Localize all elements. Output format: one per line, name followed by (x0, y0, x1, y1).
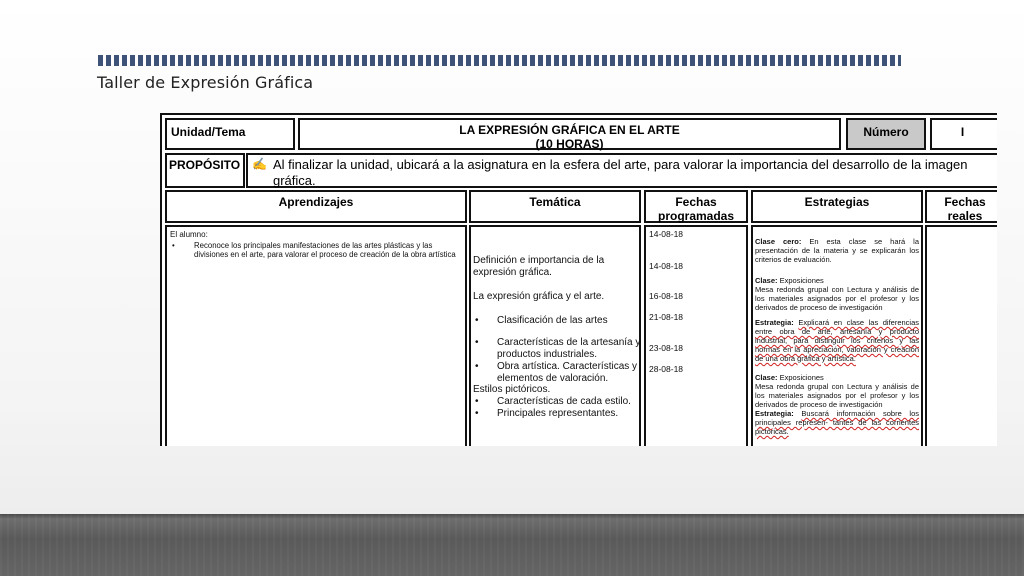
tematica-p3: Estilos pictóricos. (473, 384, 551, 395)
tematica-li1-text: Clasificación de las artes (497, 315, 608, 326)
estrategia-b4-label: Clase: (755, 373, 778, 382)
estrategia-block-1 (755, 237, 919, 264)
proposito-text-cell (246, 153, 997, 188)
estrategia-b5-label: Estrategia: (755, 409, 794, 418)
bullet: • (475, 408, 479, 419)
estrategia-b1-label: Clase cero: (755, 237, 802, 246)
estrategia-b5-text: Buscará información sobre los principales represen- tantes de las corrientes pictóricas. (755, 409, 919, 436)
aprendizajes-item (167, 240, 465, 261)
tematica-li4 (473, 396, 641, 408)
floor-background (0, 514, 1024, 576)
numero-label: Número (863, 125, 909, 139)
fecha-6: 28-08-18 (649, 364, 684, 374)
estrategia-b3-text: Explicará en clase las diferencias entre obra de arte, artesanía y producto industrial, para distinguir los criterios y las normas en la apreciación, valoración y creación de una obra gráfica y artística. (755, 318, 920, 363)
tematica-li4-text: Características de cada estilo. (497, 396, 631, 407)
tematica-li1 (473, 315, 639, 327)
tematica-li5 (473, 408, 639, 420)
estrategia-block-2 (755, 276, 919, 312)
decorative-stripe (98, 55, 901, 66)
tematica-li3-text: Obra artística. Características y elementos de valoración. (497, 361, 638, 384)
header-fechas-reales-line2: reales (947, 209, 983, 223)
tematica-li3 (473, 361, 639, 384)
fecha-4: 21-08-18 (649, 312, 684, 322)
header-tematica: Temática (529, 195, 581, 209)
fecha-5: 23-08-18 (649, 343, 684, 353)
header-fechas-reales-cell (925, 190, 997, 223)
numero-value-cell (930, 118, 997, 150)
proposito-text: Al finalizar la unidad, ubicará a la asignatura en la esfera del arte, para valorar la importancia del desarrollo de la imagen gráfica. (273, 157, 968, 188)
estrategia-b2-label: Clase: (755, 276, 778, 285)
unit-title-cell (298, 118, 841, 150)
numero-label-cell (846, 118, 926, 150)
header-estrategias: Estrategias (804, 195, 870, 209)
header-fechas-reales-line1: Fechas (944, 195, 986, 209)
header-estrategias-cell (751, 190, 923, 223)
fechas-reales-cell (925, 225, 997, 446)
tematica-p2: La expresión gráfica y el arte. (473, 291, 605, 302)
estrategia-b3-label: Estrategia: (755, 318, 794, 327)
header-aprendizajes-cell (165, 190, 467, 223)
aprendizajes-intro: El alumno: (170, 230, 208, 239)
estrategia-b2-text1: Exposiciones (777, 276, 824, 285)
header-tematica-cell (469, 190, 641, 223)
estrategia-b4-text2: Mesa redonda grupal con Lectura y análisis de los materiales asignados por el profesor y los derivados de proceso de investigación (755, 382, 919, 409)
unidad-label-cell (165, 118, 295, 150)
unidad-label: Unidad/Tema (171, 125, 246, 139)
proposito-label-cell (165, 153, 245, 188)
estrategia-b4-text1: Exposiciones (777, 373, 824, 382)
bullet: • (475, 315, 479, 326)
estrategias-cell (751, 225, 923, 446)
estrategia-b2-text2: Mesa redonda grupal con Lectura y análisis de los materiales asignados por el profesor y los derivados de proceso de investigación (755, 285, 919, 312)
fecha-3: 16-08-18 (649, 291, 684, 301)
numero-value: I (960, 125, 965, 139)
estrategia-b1-text: En esta clase se hará la presentación de la materia y se explicarán los criterios de evaluación. (755, 237, 919, 264)
bullet: • (475, 361, 479, 372)
tematica-li5-text: Principales representantes. (497, 408, 619, 419)
slide-title: Taller de Expresión Gráfica (97, 73, 314, 92)
fechas-programadas-cell (644, 225, 748, 446)
fecha-2: 14-08-18 (649, 261, 684, 271)
tematica-p1: Definición e importancia de la expresión gráfica. (473, 255, 605, 278)
proposito-label: PROPÓSITO (169, 158, 241, 172)
header-aprendizajes: Aprendizajes (278, 195, 354, 209)
tematica-li2-text: Características de la artesanía y productos industriales. (497, 337, 641, 360)
header-fechas-prog-line1: Fechas (675, 195, 717, 209)
unit-title-line1: LA EXPRESIÓN GRÁFICA EN EL ARTE (459, 123, 680, 137)
tematica-cell (469, 225, 641, 446)
aprendizajes-item-text: Reconoce los principales manifestaciones de las artes plásticas y las divisiones en el arte, para valorar el proceso de creación de la obra artística (194, 240, 456, 259)
tematica-li2 (473, 337, 641, 360)
unit-title-line2: (10 HORAS) (535, 137, 604, 151)
document-table-image (160, 113, 997, 446)
estrategia-block-3 (755, 318, 919, 363)
estrategia-block-4 (755, 373, 919, 409)
estrategia-block-5 (755, 409, 919, 436)
header-fechas-prog-line2: programadas (657, 209, 735, 223)
fecha-1: 14-08-18 (649, 229, 684, 239)
header-fechas-programadas-cell (644, 190, 748, 223)
bullet: • (172, 240, 175, 250)
writing-hand-icon: ✍ (252, 157, 267, 171)
bullet: • (475, 337, 479, 348)
aprendizajes-cell (165, 225, 467, 446)
bullet: • (475, 396, 479, 407)
